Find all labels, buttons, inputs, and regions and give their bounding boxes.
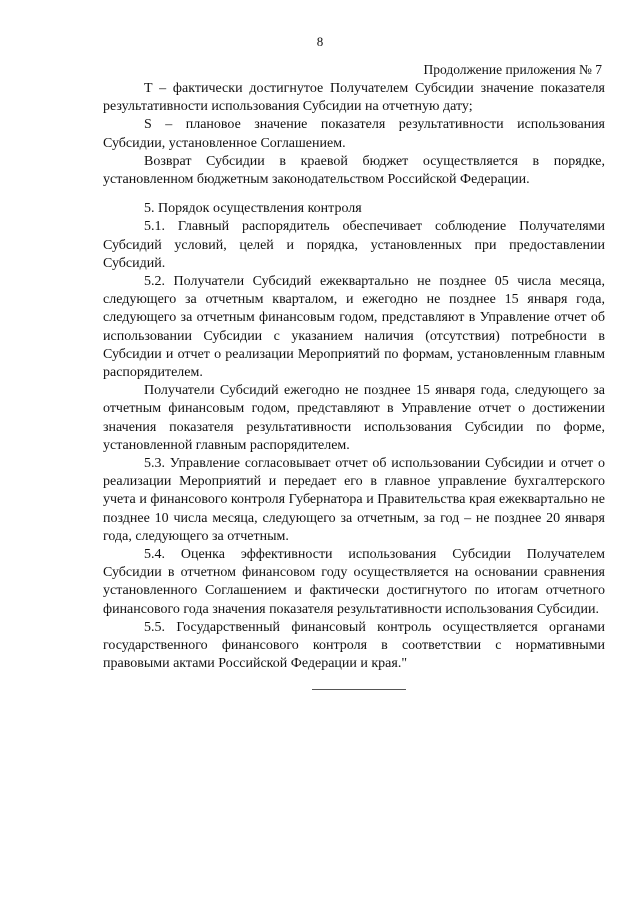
paragraph-5-1: 5.1. Главный распорядитель обеспечивает соблюдение Получателями Субсидий условий, целей и порядка, установленных при предоставлении Субсидий. [103,219,605,271]
paragraph-t-definition: T – фактически достигнутое Получателем Субсидии значение показателя результативности использования Субсидии на отчетную дату; [103,81,605,115]
document-body [103,80,605,674]
section-heading: 5. Порядок осуществления контроля [144,201,362,217]
paragraph-5-3: 5.3. Управление согласовывает отчет об использовании Субсидии и отчет о реализации Мероприятий и передает его в главное управление бухгалтерского учета и финансового контроля Губернатора и Правительства края ежеквартально не позднее 10 числа месяца, следующего за отчетным, за год – не позднее 20 января года, следующего за отчетным. [103,456,605,544]
paragraph-5-5: 5.5. Государственный финансовый контроль осуществляется органами государственного финансового контроля в соответствии с нормативными правовыми актами Российской Федерации и края." [103,619,605,672]
paragraph-5-2: 5.2. Получатели Субсидий ежеквартально не позднее 05 числа месяца, следующего за отчетным кварталом, и ежегодно не позднее 15 января года, следующего за отчетным финансовым годом, представляют в Управление отчет об использовании Субсидии с указанием наличия (отсутствия) потребности в Субсидии и отчет о реализации Мероприятий по формам, установленным главным распорядителем. [103,274,605,381]
paragraph-s-definition: S – плановое значение показателя результативности использования Субсидии, установленное Соглашением. [103,117,605,151]
page-number: 8 [316,34,324,49]
end-divider-line [312,689,406,690]
paragraph-5-4: 5.4. Оценка эффективности использования Субсидии Получателем Субсидии в отчетном финансовом году осуществляется на основании сравнения установленного Соглашением и фактически достигнутого по итогам отчетного финансового года значения показателя результативности использования Субсидии. [103,547,605,617]
paragraph-5-2-annual: Получатели Субсидий ежегодно не позднее 15 января года, следующего за отчетным финансовым годом, представляют в Управление отчет о достижении значения показателя результативности использования Субсидии по форме, установленной главным распорядителем. [103,383,605,453]
paragraph-subsidy-return: Возврат Субсидии в краевой бюджет осуществляется в порядке, установленном бюджетным законодательством Российской Федерации. [103,153,605,188]
appendix-continuation-label: Продолжение приложения № 7 [423,62,602,77]
